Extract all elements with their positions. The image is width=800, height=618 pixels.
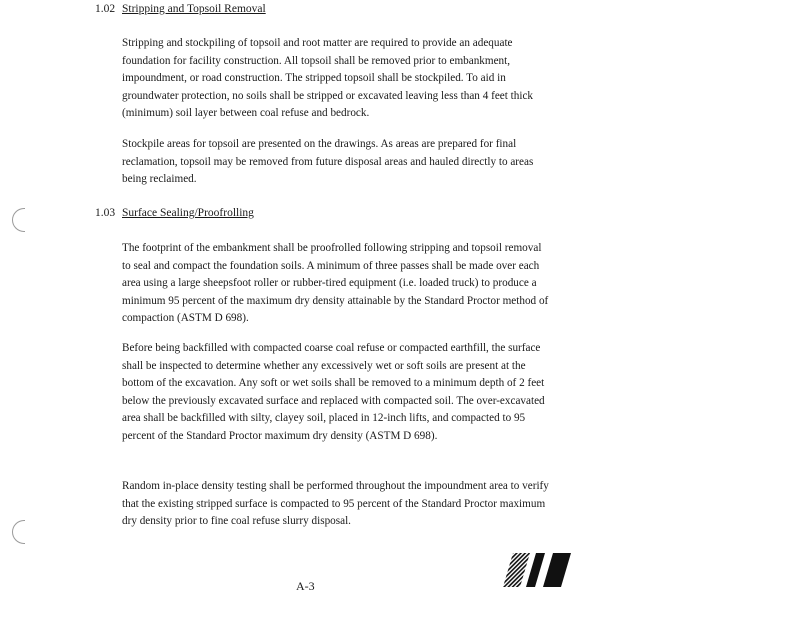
paragraph: Before being backfilled with compacted coarse coal refuse or compacted earthfill, the surface shall be inspected to determine whether any excessively wet or soft soils are present at the bottom of the excavation. Any soft or wet soils shall be removed to a minimum depth of 2 feet below the previously excavated surface and replaced with compacted soil. The over-excavated area shall be backfilled with silty, clayey soil, placed in 12-inch lifts, and compacted to 95 percent of the Standard Proctor maximum dry density (ASTM D 698). [122,342,545,442]
section-number: 1.02 [95,3,116,15]
section-title: Surface Sealing/Proofrolling [122,207,254,219]
paragraph: Stockpile areas for topsoil are presented on the drawings. As areas are prepared for final reclamation, topsoil may be removed from future disposal areas and hauled directly to areas being reclaimed. [122,138,534,186]
paragraph: Stripping and stockpiling of topsoil and root matter are required to provide an adequate foundation for facility construction. All topsoil shall be removed prior to embankment, impoundment, or road construction. The stripped topsoil shall be stockpiled. To aid in groundwater protection, no soils shall be stripped or excavated leaving less than 4 feet thick (minimum) soil layer between coal refuse and bedrock. [122,37,534,120]
binder-hole-mark [12,208,25,232]
section-heading-1-02 [95,3,266,15]
hatched-stamp-mark [503,553,573,587]
paragraph: The footprint of the embankment shall be proofrolled following stripping and topsoil removal to seal and compact the foundation soils. A minimum of three passes shall be made over each area using a large sheepsfoot roller or rubber-tired equipment (i.e. loaded truck) to produce a minimum 95 percent of the maximum dry density attainable by the Standard Proctor method of compaction (ASTM D 698). [122,242,549,325]
page-number: A-3 [296,579,315,593]
binder-hole-mark [12,520,25,544]
section-title: Stripping and Topsoil Removal [122,3,266,15]
section-heading-1-03 [95,207,254,219]
section-number: 1.03 [95,207,116,219]
paragraph: Random in-place density testing shall be performed throughout the impoundment area to verify that the existing stripped surface is compacted to 95 percent of the Standard Proctor maximum dry density prior to fine coal refuse slurry disposal. [122,480,549,528]
